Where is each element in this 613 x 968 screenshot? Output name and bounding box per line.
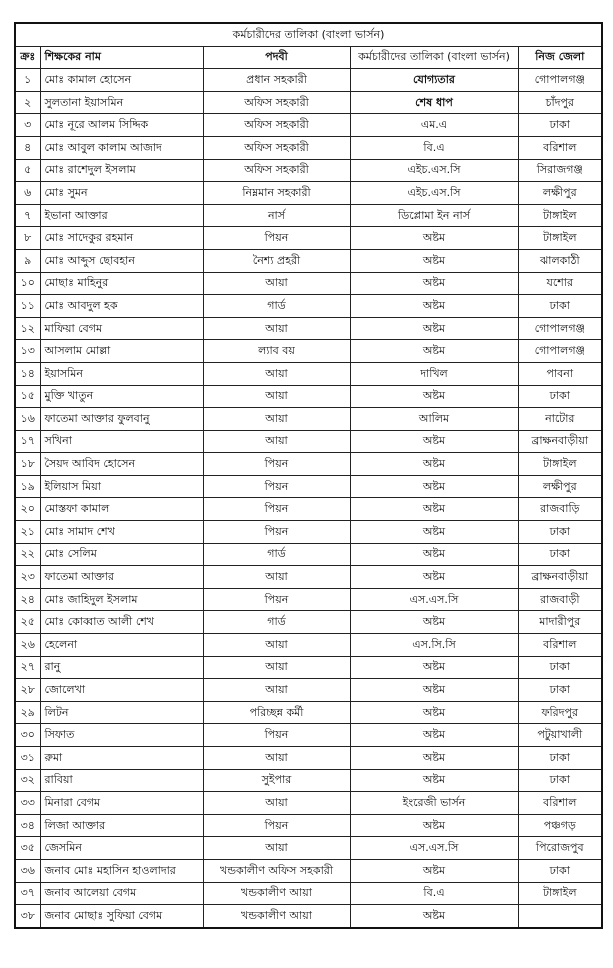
name-cell: জনাব মোছাঃ সুফিয়া বেগম xyxy=(40,905,203,928)
serial-cell: ৩২ xyxy=(15,769,40,792)
district-cell: টাঙ্গাইল xyxy=(518,882,602,905)
serial-cell: ৮ xyxy=(15,227,40,250)
header-qualification: কর্মচারীদের তালিকা (বাংলা ভার্সন) xyxy=(350,46,518,69)
designation-cell: পিয়ন xyxy=(203,814,350,837)
qualification-cell: অষ্টম xyxy=(350,566,518,589)
district-cell: ঢাকা xyxy=(518,385,602,408)
designation-cell: অফিস সহকারী xyxy=(203,159,350,182)
serial-cell: ৪ xyxy=(15,136,40,159)
designation-cell: আয়া xyxy=(203,317,350,340)
name-cell: মাফিয়া বেগম xyxy=(40,317,203,340)
table-row xyxy=(15,159,602,182)
designation-cell: গার্ড xyxy=(203,611,350,634)
district-cell: পিরোজপুব xyxy=(518,837,602,860)
header-name: শিক্ষকের নাম xyxy=(40,46,203,69)
table-title-row xyxy=(15,23,602,46)
serial-cell: ১২ xyxy=(15,317,40,340)
qualification-cell: অষ্টম xyxy=(350,227,518,250)
serial-cell: ৩৪ xyxy=(15,814,40,837)
table-row xyxy=(15,362,602,385)
name-cell: জেসমিন xyxy=(40,837,203,860)
table-row xyxy=(15,837,602,860)
designation-cell: অফিস সহকারী xyxy=(203,136,350,159)
serial-cell: ৫ xyxy=(15,159,40,182)
table-row xyxy=(15,475,602,498)
name-cell: ইলিয়াস মিয়া xyxy=(40,475,203,498)
qualification-cell: অষ্টম xyxy=(350,295,518,318)
qualification-cell: এইচ.এস.সি xyxy=(350,182,518,205)
serial-cell: ২২ xyxy=(15,543,40,566)
qualification-cell: অষ্টম xyxy=(350,453,518,476)
header-designation: পদবী xyxy=(203,46,350,69)
table-row xyxy=(15,611,602,634)
table-row xyxy=(15,182,602,205)
qualification-cell: অষ্টম xyxy=(350,317,518,340)
table-row xyxy=(15,385,602,408)
table-row xyxy=(15,588,602,611)
district-cell: লক্ষীপুর xyxy=(518,182,602,205)
table-row xyxy=(15,634,602,657)
serial-cell: ২৯ xyxy=(15,701,40,724)
name-cell: মোঃ আবদুল হক xyxy=(40,295,203,318)
designation-cell: পিয়ন xyxy=(203,724,350,747)
table-row xyxy=(15,656,602,679)
serial-cell: ২৫ xyxy=(15,611,40,634)
serial-cell: ২৮ xyxy=(15,679,40,702)
table-row xyxy=(15,408,602,431)
qualification-cell: ইংরেজী ভার্সন xyxy=(350,792,518,815)
table-header-row xyxy=(15,46,602,69)
table-row xyxy=(15,272,602,295)
name-cell: রানু xyxy=(40,656,203,679)
serial-cell: ২০ xyxy=(15,498,40,521)
designation-cell: খন্ডকালীণ আয়া xyxy=(203,882,350,905)
district-cell: পটুয়াখালী xyxy=(518,724,602,747)
name-cell: মোঃ সেলিম xyxy=(40,543,203,566)
name-cell: সৈয়দ আবিদ হোসেন xyxy=(40,453,203,476)
serial-cell: ১৯ xyxy=(15,475,40,498)
header-district: নিজ জেলা xyxy=(518,46,602,69)
table-row xyxy=(15,136,602,159)
district-cell: বরিশাল xyxy=(518,792,602,815)
designation-cell: নিম্নমান সহকারী xyxy=(203,182,350,205)
name-cell: মোঃ রাশেদুল ইসলাম xyxy=(40,159,203,182)
qualification-cell: অষ্টম xyxy=(350,859,518,882)
serial-cell: ১ xyxy=(15,69,40,92)
district-cell: মাদারীপুর xyxy=(518,611,602,634)
serial-cell: ১৫ xyxy=(15,385,40,408)
district-cell: গোপালগঞ্জ xyxy=(518,317,602,340)
name-cell: মোঃ সাদেকুর রহমান xyxy=(40,227,203,250)
designation-cell: আয়া xyxy=(203,747,350,770)
name-cell: মোঃ সামাদ শেখ xyxy=(40,521,203,544)
serial-cell: ৬ xyxy=(15,182,40,205)
qualification-cell: ডিপ্লোমা ইন নার্স xyxy=(350,204,518,227)
designation-cell: অফিস সহকারী xyxy=(203,114,350,137)
serial-cell: ২৪ xyxy=(15,588,40,611)
qualification-cell: অষ্টম xyxy=(350,769,518,792)
serial-cell: ৩৭ xyxy=(15,882,40,905)
table-row xyxy=(15,814,602,837)
designation-cell: পিয়ন xyxy=(203,498,350,521)
district-cell: রাজবাড়ী xyxy=(518,588,602,611)
qualification-cell: অষ্টম xyxy=(350,475,518,498)
designation-cell: গার্ড xyxy=(203,295,350,318)
district-cell: পঞ্চগড় xyxy=(518,814,602,837)
table-row xyxy=(15,453,602,476)
qualification-cell: অষ্টম xyxy=(350,701,518,724)
district-cell: ঢাকা xyxy=(518,747,602,770)
district-cell: লক্ষীপুর xyxy=(518,475,602,498)
qualification-cell: এইচ.এস.সি xyxy=(350,159,518,182)
designation-cell: ল্যাব বয় xyxy=(203,340,350,363)
table-body xyxy=(15,69,602,928)
serial-cell: ১৮ xyxy=(15,453,40,476)
serial-cell: ৯ xyxy=(15,249,40,272)
serial-cell: ৩৫ xyxy=(15,837,40,860)
district-cell: টাঙ্গাইল xyxy=(518,227,602,250)
qualification-cell: অষ্টম xyxy=(350,385,518,408)
serial-cell: ৩০ xyxy=(15,724,40,747)
qualification-cell: অষ্টম xyxy=(350,272,518,295)
qualification-cell: এস.এস.সি xyxy=(350,837,518,860)
qualification-cell: অষ্টম xyxy=(350,905,518,928)
serial-cell: ১৭ xyxy=(15,430,40,453)
name-cell: ফাতেমা আক্তার xyxy=(40,566,203,589)
table-row xyxy=(15,295,602,318)
table-row xyxy=(15,340,602,363)
header-serial: ক্রঃ xyxy=(15,46,40,69)
name-cell: রুমা xyxy=(40,747,203,770)
district-cell: পাবনা xyxy=(518,362,602,385)
name-cell: আসলাম মোল্লা xyxy=(40,340,203,363)
qualification-cell: অষ্টম xyxy=(350,521,518,544)
district-cell: ঢাকা xyxy=(518,769,602,792)
qualification-cell: দাখিল xyxy=(350,362,518,385)
qualification-cell: শেষ ধাপ xyxy=(350,91,518,114)
table-row xyxy=(15,724,602,747)
district-cell: ঢাকা xyxy=(518,679,602,702)
name-cell: জনাব আলেয়া বেগম xyxy=(40,882,203,905)
designation-cell: আয়া xyxy=(203,792,350,815)
serial-cell: ৩৩ xyxy=(15,792,40,815)
table-row xyxy=(15,882,602,905)
name-cell: সখিনা xyxy=(40,430,203,453)
designation-cell: আয়া xyxy=(203,408,350,431)
name-cell: রাবিয়া xyxy=(40,769,203,792)
qualification-cell: বি.এ xyxy=(350,136,518,159)
qualification-cell: যোগ্যতার xyxy=(350,69,518,92)
staff-list-table xyxy=(14,22,603,929)
district-cell: গোপালগঞ্জ xyxy=(518,340,602,363)
qualification-cell: অষ্টম xyxy=(350,724,518,747)
qualification-cell: অষ্টম xyxy=(350,498,518,521)
designation-cell: অফিস সহকারী xyxy=(203,91,350,114)
designation-cell: পিয়ন xyxy=(203,588,350,611)
serial-cell: ৩৬ xyxy=(15,859,40,882)
name-cell: সিফাত xyxy=(40,724,203,747)
designation-cell: পিয়ন xyxy=(203,453,350,476)
qualification-cell: অষ্টম xyxy=(350,543,518,566)
designation-cell: পরিচ্ছন্ন কর্মী xyxy=(203,701,350,724)
name-cell: মোঃ আবুল কালাম আজাদ xyxy=(40,136,203,159)
designation-cell: সুইপার xyxy=(203,769,350,792)
designation-cell: আয়া xyxy=(203,385,350,408)
serial-cell: ২ xyxy=(15,91,40,114)
serial-cell: ১৪ xyxy=(15,362,40,385)
name-cell: মোঃ কোব্বাত আলী শেখ xyxy=(40,611,203,634)
qualification-cell: অষ্টম xyxy=(350,814,518,837)
district-cell: যশোর xyxy=(518,272,602,295)
table-row xyxy=(15,543,602,566)
designation-cell: আয়া xyxy=(203,272,350,295)
district-cell: ব্রাক্ষনবাড়ীয়া xyxy=(518,566,602,589)
district-cell: রাজবাড়ি xyxy=(518,498,602,521)
qualification-cell: এস.সি.সি xyxy=(350,634,518,657)
designation-cell: নার্স xyxy=(203,204,350,227)
name-cell: হেলেনা xyxy=(40,634,203,657)
table-row xyxy=(15,566,602,589)
table-row xyxy=(15,792,602,815)
name-cell: মোঃ জাহিদুল ইসলাম xyxy=(40,588,203,611)
table-row xyxy=(15,69,602,92)
district-cell: ঝালকাঠী xyxy=(518,249,602,272)
district-cell: চাঁদপুর xyxy=(518,91,602,114)
name-cell: জোলেখা xyxy=(40,679,203,702)
district-cell: ঢাকা xyxy=(518,295,602,318)
district-cell: ফরিদপুর xyxy=(518,701,602,724)
serial-cell: ২৩ xyxy=(15,566,40,589)
district-cell: টাঙ্গাইল xyxy=(518,204,602,227)
designation-cell: খন্ডকালীণ আয়া xyxy=(203,905,350,928)
name-cell: মোছাঃ মাহিনুর xyxy=(40,272,203,295)
serial-cell: ১১ xyxy=(15,295,40,318)
district-cell xyxy=(518,905,602,928)
serial-cell: ৩১ xyxy=(15,747,40,770)
name-cell: মোঃ আব্দুস ছোবহান xyxy=(40,249,203,272)
designation-cell: আয়া xyxy=(203,837,350,860)
district-cell: টাঙ্গাইল xyxy=(518,453,602,476)
designation-cell: পিয়ন xyxy=(203,227,350,250)
district-cell: ঢাকা xyxy=(518,859,602,882)
serial-cell: ১৬ xyxy=(15,408,40,431)
serial-cell: ১৩ xyxy=(15,340,40,363)
designation-cell: আয়া xyxy=(203,656,350,679)
designation-cell: আয়া xyxy=(203,430,350,453)
designation-cell: আয়া xyxy=(203,362,350,385)
district-cell: নাটোর xyxy=(518,408,602,431)
table-row xyxy=(15,498,602,521)
district-cell: ঢাকা xyxy=(518,521,602,544)
qualification-cell: অষ্টম xyxy=(350,249,518,272)
designation-cell: খন্ডকালীণ অফিস সহকারী xyxy=(203,859,350,882)
table-row xyxy=(15,204,602,227)
table-row xyxy=(15,769,602,792)
designation-cell: প্রধান সহকারী xyxy=(203,69,350,92)
table-title: কর্মচারীদের তালিকা (বাংলা ভার্সন) xyxy=(15,23,602,46)
table-row xyxy=(15,859,602,882)
table-row xyxy=(15,430,602,453)
serial-cell: ১০ xyxy=(15,272,40,295)
name-cell: ইয়াসমিন xyxy=(40,362,203,385)
table-row xyxy=(15,227,602,250)
table-row xyxy=(15,701,602,724)
qualification-cell: অষ্টম xyxy=(350,340,518,363)
name-cell: মোস্তফা কামাল xyxy=(40,498,203,521)
district-cell: ঢাকা xyxy=(518,656,602,679)
district-cell: বরিশাল xyxy=(518,634,602,657)
table-row xyxy=(15,679,602,702)
district-cell: ঢাকা xyxy=(518,543,602,566)
qualification-cell: অষ্টম xyxy=(350,611,518,634)
district-cell: ব্রাক্ষনবাড়ীয়া xyxy=(518,430,602,453)
name-cell: মোঃ নূরে আলম সিদ্দিক xyxy=(40,114,203,137)
name-cell: মোঃ কামাল হোসেন xyxy=(40,69,203,92)
designation-cell: পিয়ন xyxy=(203,475,350,498)
district-cell: গোপালগঞ্জ xyxy=(518,69,602,92)
designation-cell: পিয়ন xyxy=(203,521,350,544)
table-row xyxy=(15,91,602,114)
serial-cell: ২৭ xyxy=(15,656,40,679)
designation-cell: আয়া xyxy=(203,566,350,589)
qualification-cell: এস.এস.সি xyxy=(350,588,518,611)
name-cell: মোঃ সুমন xyxy=(40,182,203,205)
designation-cell: আয়া xyxy=(203,634,350,657)
table-row xyxy=(15,905,602,928)
qualification-cell: এম.এ xyxy=(350,114,518,137)
name-cell: মিনারা বেগম xyxy=(40,792,203,815)
qualification-cell: বি.এ xyxy=(350,882,518,905)
name-cell: ফাতেমা আক্তার ফুলবানু xyxy=(40,408,203,431)
serial-cell: ৩৮ xyxy=(15,905,40,928)
qualification-cell: অষ্টম xyxy=(350,656,518,679)
name-cell: লিজা আক্তার xyxy=(40,814,203,837)
designation-cell: নৈশ্য প্রহরী xyxy=(203,249,350,272)
district-cell: বরিশাল xyxy=(518,136,602,159)
serial-cell: ৩ xyxy=(15,114,40,137)
table-row xyxy=(15,114,602,137)
table-row xyxy=(15,747,602,770)
table-row xyxy=(15,521,602,544)
qualification-cell: অষ্টম xyxy=(350,679,518,702)
serial-cell: ২১ xyxy=(15,521,40,544)
qualification-cell: অষ্টম xyxy=(350,430,518,453)
name-cell: জনাব মোঃ মহাসিন হাওলাদার xyxy=(40,859,203,882)
table-row xyxy=(15,317,602,340)
name-cell: লিটন xyxy=(40,701,203,724)
serial-cell: ২৬ xyxy=(15,634,40,657)
district-cell: সিরাজগঞ্জ xyxy=(518,159,602,182)
name-cell: মুক্তি খাতুন xyxy=(40,385,203,408)
qualification-cell: অষ্টম xyxy=(350,747,518,770)
designation-cell: গার্ড xyxy=(203,543,350,566)
qualification-cell: আলিম xyxy=(350,408,518,431)
serial-cell: ৭ xyxy=(15,204,40,227)
table-row xyxy=(15,249,602,272)
district-cell: ঢাকা xyxy=(518,114,602,137)
designation-cell: আয়া xyxy=(203,679,350,702)
name-cell: সুলতানা ইয়াসমিন xyxy=(40,91,203,114)
name-cell: ইভানা আক্তার xyxy=(40,204,203,227)
